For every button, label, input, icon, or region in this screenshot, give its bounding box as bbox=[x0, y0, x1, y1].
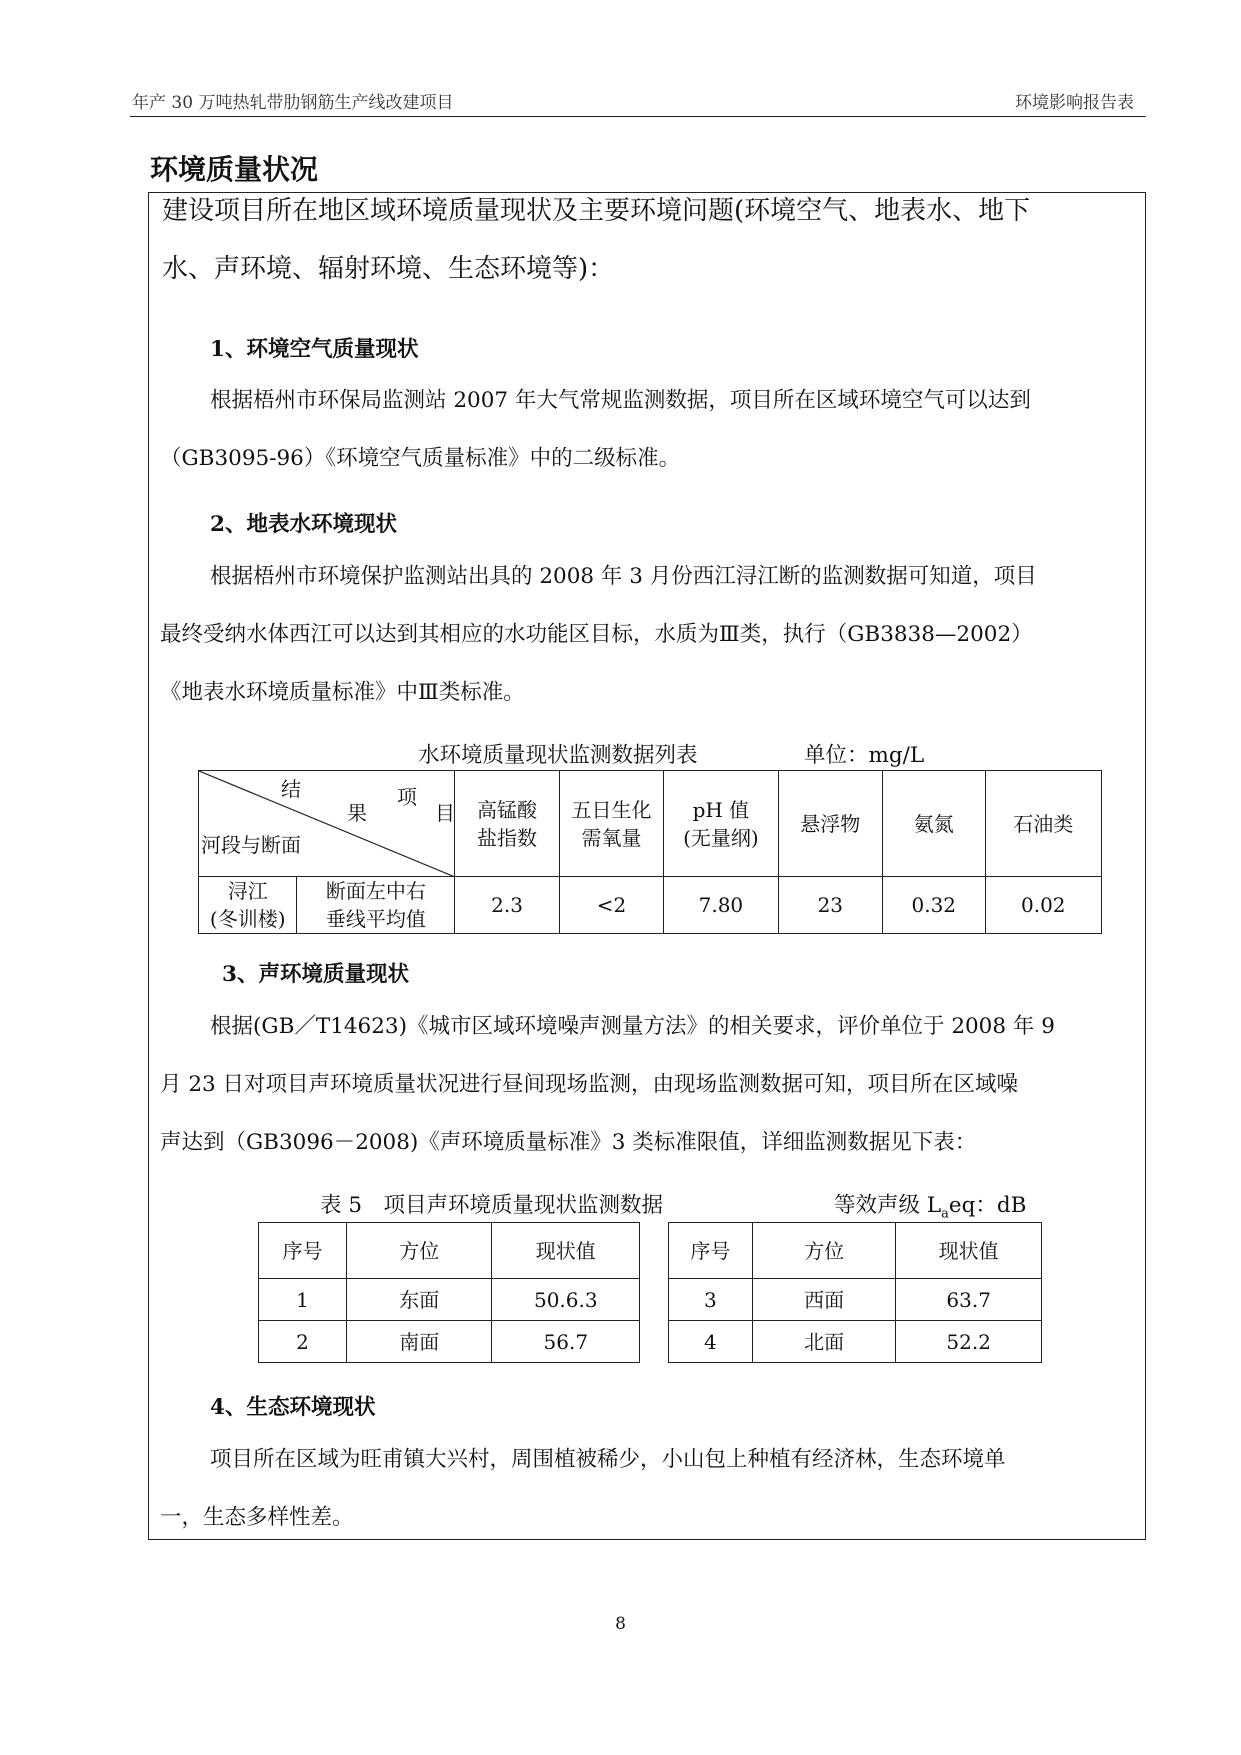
noise-line-1: 根据(GB／T14623)《城市区域环境噪声测量方法》的相关要求，评价单位于 2008 年 9 bbox=[210, 1014, 1055, 1039]
diag-label-jie: 结 bbox=[281, 777, 301, 801]
noise-line-3: 声达到（GB3096－2008)《声环境质量标准》3 类标准限值，详细监测数据见下表： bbox=[160, 1130, 977, 1155]
value-ph: 7.80 bbox=[664, 877, 778, 934]
noise-row-2-val: 56.7 bbox=[492, 1321, 640, 1363]
col-header-ss: 悬浮物 bbox=[778, 771, 882, 877]
air-line-1: 根据梧州市环保局监测站 2007 年大气常规监测数据，项目所在区域环境空气可以达到 bbox=[210, 388, 1031, 413]
noise-row-3-val: 63.7 bbox=[896, 1279, 1042, 1321]
page-header bbox=[130, 86, 1146, 117]
water-quality-table bbox=[198, 770, 1102, 934]
water-line-1: 根据梧州市环境保护监测站出具的 2008 年 3 月份西江浔江断的监测数据可知道，项目 bbox=[210, 564, 1037, 589]
section-title: 环境质量状况 bbox=[150, 153, 319, 186]
water-table-caption: 水环境质量现状监测数据列表 bbox=[418, 743, 698, 768]
noise-table-gap bbox=[640, 1223, 669, 1363]
value-oil: 0.02 bbox=[985, 877, 1101, 934]
eco-heading: 4、生态环境现状 bbox=[210, 1395, 376, 1420]
diag-label-xiang: 项 bbox=[397, 785, 417, 809]
noise-row-2-dir: 南面 bbox=[347, 1321, 492, 1363]
col-header-bod5: 五日生化 需氧量 bbox=[559, 771, 663, 877]
eco-line-2: 一，生态多样性差。 bbox=[160, 1505, 354, 1530]
diag-row-label: 河段与断面 bbox=[201, 833, 301, 857]
air-line-2: （GB3095-96）《环境空气质量标准》中的二级标准。 bbox=[160, 446, 681, 471]
noise-header-dir-left: 方位 bbox=[347, 1223, 492, 1279]
noise-header-no-left: 序号 bbox=[259, 1223, 347, 1279]
noise-unit-post: eq：dB bbox=[948, 1193, 1027, 1218]
noise-unit-sub: a bbox=[941, 1206, 949, 1222]
col-header-nh3n: 氨氮 bbox=[882, 771, 985, 877]
value-cod-mn: 2.3 bbox=[455, 877, 559, 934]
noise-header-dir-right: 方位 bbox=[752, 1223, 895, 1279]
noise-unit-pre: 等效声级 L bbox=[834, 1193, 942, 1218]
noise-row-3-no: 3 bbox=[668, 1279, 752, 1321]
air-heading: 1、环境空气质量现状 bbox=[210, 337, 419, 362]
water-line-3: 《地表水环境质量标准》中Ⅲ类标准。 bbox=[160, 680, 525, 705]
value-bod5: <2 bbox=[559, 877, 663, 934]
noise-header-val-left: 现状值 bbox=[492, 1223, 640, 1279]
water-line-2: 最终受纳水体西江可以达到其相应的水功能区目标，水质为Ⅲ类，执行（GB3838—2002） bbox=[160, 622, 1033, 647]
value-ss: 23 bbox=[778, 877, 882, 934]
header-project-title: 年产 30 万吨热轧带肋钢筋生产线改建项目 bbox=[132, 93, 454, 113]
value-nh3n: 0.32 bbox=[882, 877, 985, 934]
col-header-cod-mn: 高锰酸 盐指数 bbox=[455, 771, 559, 877]
eco-line-1: 项目所在区域为旺甫镇大兴村，周围植被稀少，小山包上种植有经济林，生态环境单 bbox=[210, 1447, 1006, 1472]
noise-header-no-right: 序号 bbox=[668, 1223, 752, 1279]
noise-row-4-no: 4 bbox=[668, 1321, 752, 1363]
diag-label-guo: 果 bbox=[347, 801, 367, 825]
noise-heading: 3、声环境质量现状 bbox=[222, 962, 409, 987]
page-number: 8 bbox=[615, 1614, 626, 1634]
intro-line-1: 建设项目所在地区域环境质量现状及主要环境问题(环境空气、地表水、地下 bbox=[162, 196, 1031, 226]
noise-table-caption: 表 5 项目声环境质量现状监测数据 bbox=[320, 1193, 664, 1218]
header-report-type: 环境影响报告表 bbox=[1015, 93, 1134, 113]
water-heading: 2、地表水环境现状 bbox=[210, 512, 397, 537]
noise-row-3-dir: 西面 bbox=[752, 1279, 895, 1321]
noise-row-1-val: 50.6.3 bbox=[492, 1279, 640, 1321]
noise-row-2-no: 2 bbox=[259, 1321, 347, 1363]
noise-row-1-no: 1 bbox=[259, 1279, 347, 1321]
water-table-unit: 单位：mg/L bbox=[804, 743, 925, 768]
diag-label-mu: 目 bbox=[435, 801, 455, 825]
noise-header-val-right: 现状值 bbox=[896, 1223, 1042, 1279]
noise-table-unit bbox=[834, 1188, 1026, 1221]
noise-line-2: 月 23 日对项目声环境质量状况进行昼间现场监测，由现场监测数据可知，项目所在区域噪 bbox=[160, 1072, 1019, 1097]
col-header-oil: 石油类 bbox=[985, 771, 1101, 877]
intro-line-2: 水、声环境、辐射环境、生态环境等)： bbox=[162, 254, 615, 284]
noise-table bbox=[258, 1222, 1042, 1363]
row-river: 浔江 (冬训楼) bbox=[199, 877, 297, 934]
col-header-ph: pH 值 (无量纲) bbox=[664, 771, 778, 877]
row-section: 断面左中右 垂线平均值 bbox=[297, 877, 455, 934]
noise-row-4-val: 52.2 bbox=[896, 1321, 1042, 1363]
noise-row-4-dir: 北面 bbox=[752, 1321, 895, 1363]
diagonal-header-cell bbox=[199, 771, 455, 877]
noise-row-1-dir: 东面 bbox=[347, 1279, 492, 1321]
